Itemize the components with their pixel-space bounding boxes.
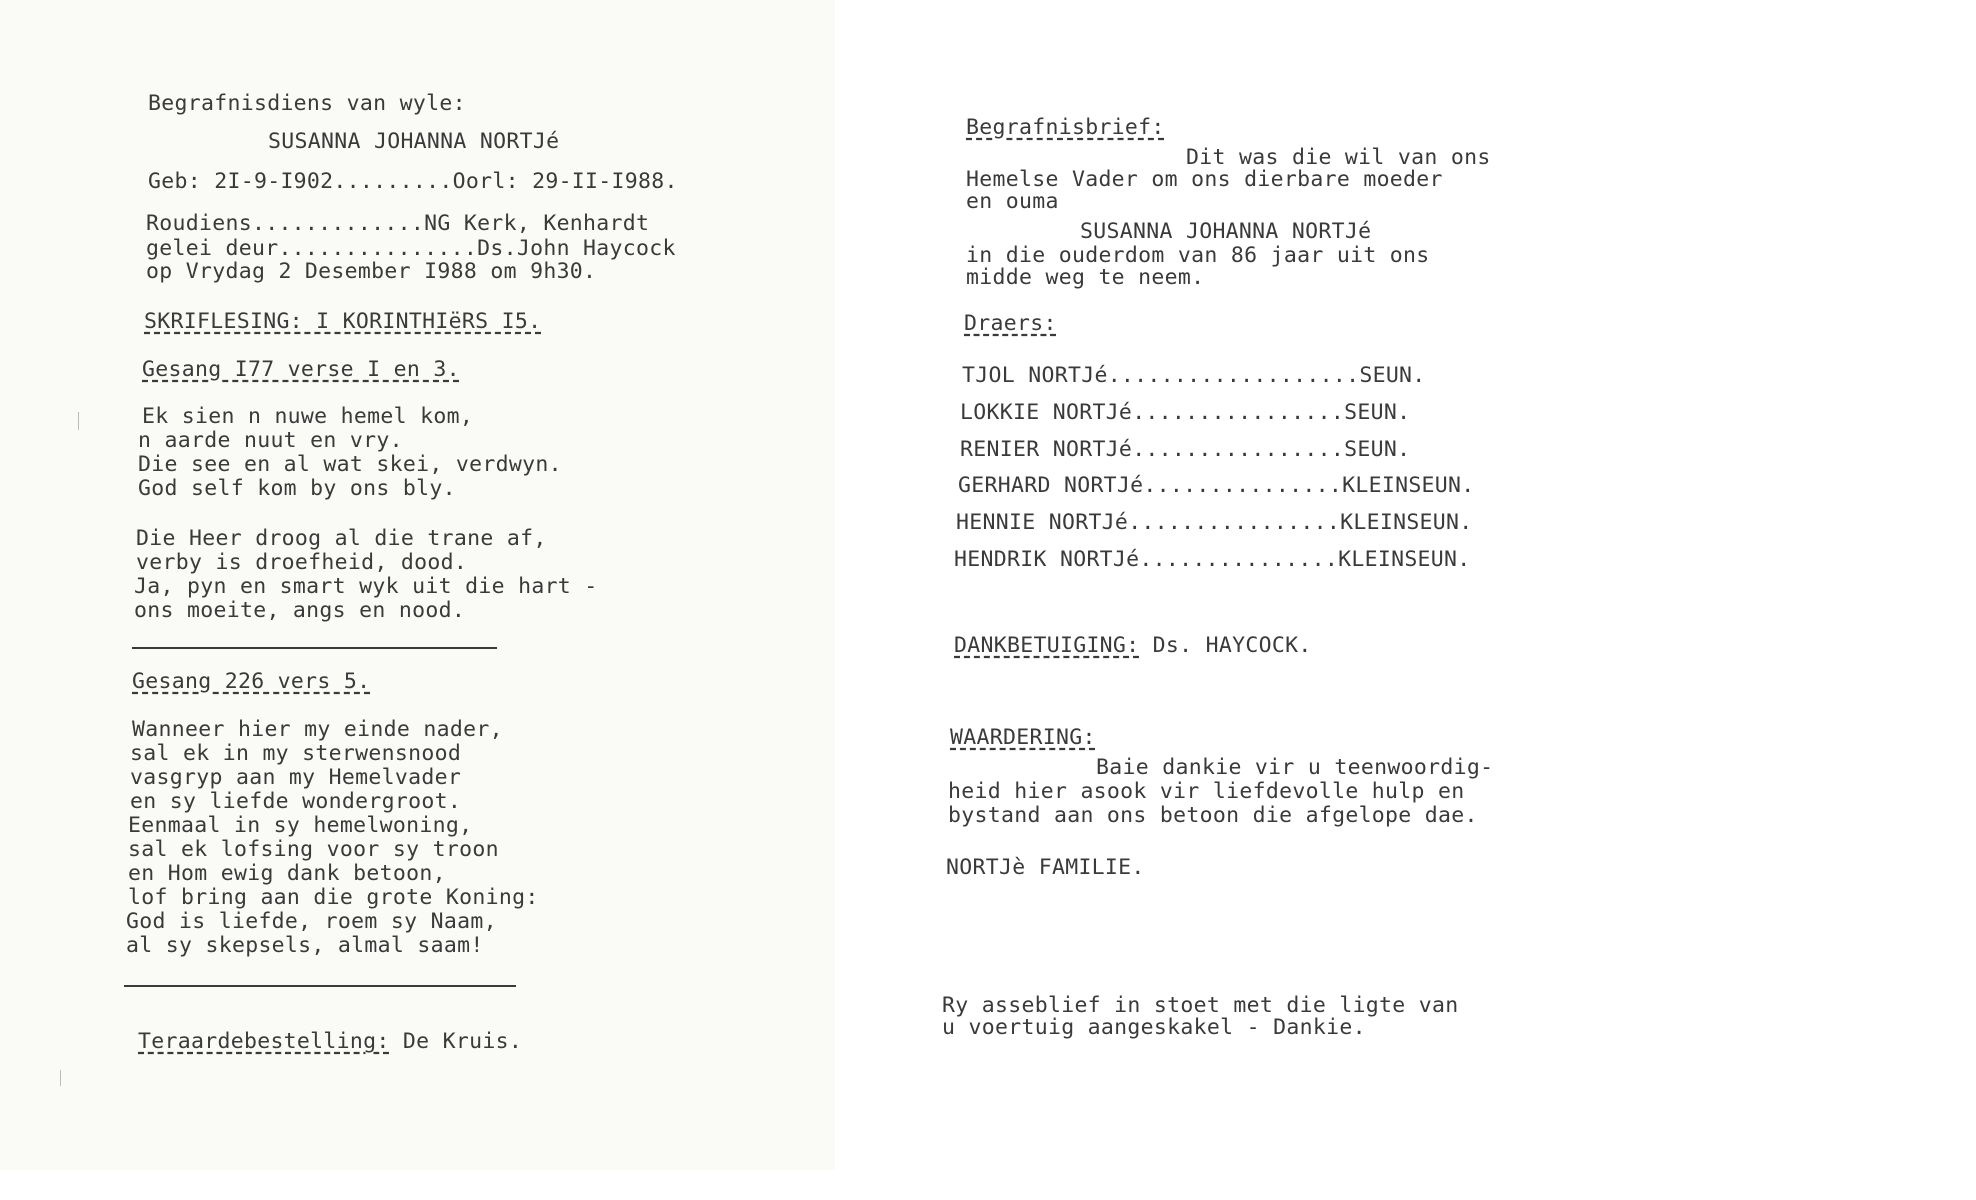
procession-line: Ry asseblief in stoet met die ligte van	[942, 993, 1459, 1018]
dates-line: Geb: 2I-9-I902.........Oorl: 29-II-I988.	[148, 169, 678, 194]
bearer-row	[954, 548, 1471, 572]
hymn1-title: Gesang I77 verse I en 3.	[142, 357, 460, 382]
bearer-dots: ...............	[1139, 547, 1339, 572]
hymn2-line: al sy skepsels, almal saam!	[126, 933, 484, 958]
hymn1-line: n aarde nuut en vry.	[138, 428, 403, 453]
appreciation-label: WAARDERING:	[950, 725, 1096, 750]
bearer-relation: SEUN.	[1344, 400, 1411, 425]
hymn1-line: Ja, pyn en smart wyk uit die hart -	[134, 574, 598, 599]
hymn2-line: lof bring aan die grote Koning:	[128, 885, 539, 910]
hymn2-line: sal ek lofsing voor sy troon	[128, 837, 499, 862]
bearer-relation: KLEINSEUN.	[1338, 547, 1471, 572]
bearers-label: Draers:	[964, 311, 1057, 336]
bearer-name: HENDRIK NORTJé	[954, 547, 1140, 572]
bearer-name: TJOL NORTJé	[962, 363, 1108, 388]
bearer-row	[960, 401, 1410, 425]
hymn1-line: ons moeite, angs en nood.	[134, 598, 466, 623]
hymn2-line: sal ek in my sterwensnood	[130, 741, 462, 766]
bearer-name: RENIER NORTJé	[960, 437, 1133, 462]
bearer-name: HENNIE NORTJé	[956, 510, 1129, 535]
thanks-value: Ds. HAYCOCK.	[1152, 633, 1312, 658]
bearer-dots: ................	[1128, 510, 1341, 535]
hymn1-line: God self kom by ons bly.	[138, 476, 456, 501]
bearer-dots: ................	[1132, 437, 1345, 462]
procession-line: u voertuig aangeskakel - Dankie.	[942, 1015, 1366, 1040]
bearer-name: GERHARD NORTJé	[958, 473, 1144, 498]
letter-line: Hemelse Vader om ons dierbare moeder	[966, 167, 1443, 192]
letter-line: Dit was die wil van ons	[1186, 145, 1491, 170]
divider-line	[132, 647, 497, 649]
crease-mark	[60, 1070, 61, 1086]
hymn2-line: Eenmaal in sy hemelwoning,	[128, 813, 473, 838]
bearer-row	[958, 474, 1475, 498]
letter-line: midde weg te neem.	[966, 265, 1205, 290]
bearer-dots: ...................	[1107, 363, 1360, 388]
family-signature: NORTJè FAMILIE.	[946, 855, 1145, 880]
bearer-relation: SEUN.	[1359, 363, 1426, 388]
bearer-relation: SEUN.	[1344, 437, 1411, 462]
bearer-dots: ...............	[1143, 473, 1343, 498]
letter-line: SUSANNA JOHANNA NORTJé	[1080, 219, 1372, 244]
thanks-line	[954, 634, 1312, 658]
letter-line: in die ouderdom van 86 jaar uit ons	[966, 243, 1430, 268]
hymn2-line: en Hom ewig dank betoon,	[128, 861, 446, 886]
hymn1-line: Die see en al wat skei, verdwyn.	[138, 452, 562, 477]
bearer-row	[956, 511, 1473, 535]
bearer-row	[962, 364, 1426, 388]
deceased-name: SUSANNA JOHANNA NORTJé	[268, 129, 560, 154]
hymn1-line: verby is droefheid, dood.	[136, 550, 468, 575]
appreciation-line: bystand aan ons betoon die afgelope dae.	[948, 803, 1478, 828]
thanks-label: DANKBETUIGING:	[954, 633, 1140, 658]
bearer-row	[960, 438, 1410, 462]
scripture-reading: SKRIFLESING: I KORINTHIëRS I5.	[144, 309, 542, 334]
crease-mark	[78, 412, 79, 430]
hymn2-line: God is liefde, roem sy Naam,	[126, 909, 497, 934]
hymn1-line: Ek sien n nuwe hemel kom,	[142, 404, 474, 429]
service-line: gelei deur...............Ds.John Haycock	[146, 236, 676, 261]
hymn2-line: vasgryp aan my Hemelvader	[130, 765, 462, 790]
letter-line: en ouma	[966, 189, 1059, 214]
hymn1-line: Die Heer droog al die trane af,	[136, 526, 547, 551]
burial-place: De Kruis.	[402, 1029, 523, 1054]
bearer-relation: KLEINSEUN.	[1340, 510, 1473, 535]
hymn2-line: Wanneer hier my einde nader,	[132, 717, 503, 742]
service-title: Begrafnisdiens van wyle:	[148, 91, 466, 116]
service-line: op Vrydag 2 Desember I988 om 9h30.	[146, 259, 597, 284]
appreciation-line: Baie dankie vir u teenwoordig-	[1096, 755, 1494, 780]
burial-label: Teraardebestelling:	[138, 1029, 390, 1054]
burial-line	[138, 1030, 522, 1054]
bearer-name: LOKKIE NORTJé	[960, 400, 1133, 425]
appreciation-line: heid hier asook vir liefdevolle hulp en	[948, 779, 1465, 804]
bearer-relation: KLEINSEUN.	[1342, 473, 1475, 498]
hymn2-line: en sy liefde wondergroot.	[130, 789, 462, 814]
service-line: Roudiens.............NG Kerk, Kenhardt	[146, 211, 650, 236]
bearer-dots: ................	[1132, 400, 1345, 425]
hymn2-title: Gesang 226 vers 5.	[132, 669, 371, 694]
divider-line	[124, 985, 516, 987]
letter-label: Begrafnisbrief:	[966, 115, 1165, 140]
